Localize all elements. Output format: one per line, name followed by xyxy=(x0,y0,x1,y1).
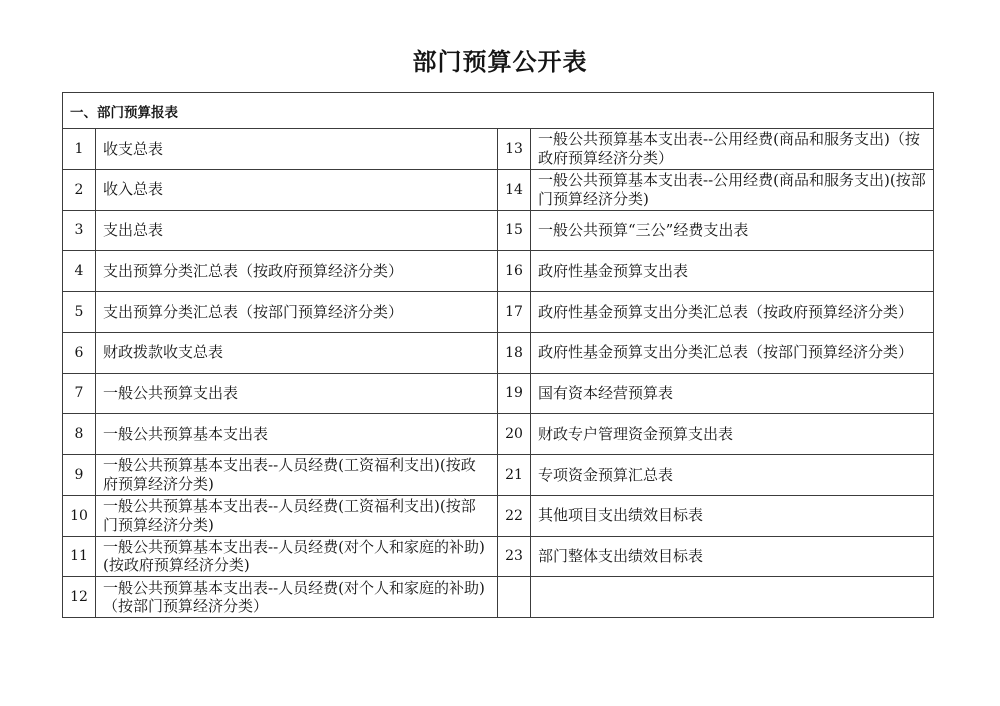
report-name: 一般公共预算基本支出表--人员经费(对个人和家庭的补助)（按部门预算经济分类） xyxy=(96,577,498,618)
row-number: 2 xyxy=(63,169,96,210)
row-number: 21 xyxy=(498,455,531,496)
report-name: 一般公共预算基本支出表--人员经费(工资福利支出)(按政府预算经济分类) xyxy=(96,455,498,496)
table-row xyxy=(63,332,934,373)
section-header-row xyxy=(63,93,934,129)
row-number: 11 xyxy=(63,536,96,577)
report-name: 财政专户管理资金预算支出表 xyxy=(531,414,934,455)
row-number: 9 xyxy=(63,455,96,496)
report-name: 支出预算分类汇总表（按部门预算经济分类） xyxy=(96,292,498,333)
table-row xyxy=(63,292,934,333)
row-number: 5 xyxy=(63,292,96,333)
row-number: 4 xyxy=(63,251,96,292)
table-row xyxy=(63,455,934,496)
report-name xyxy=(531,577,934,618)
report-name: 政府性基金预算支出分类汇总表（按部门预算经济分类） xyxy=(531,332,934,373)
row-number: 17 xyxy=(498,292,531,333)
report-name: 收入总表 xyxy=(96,169,498,210)
row-number: 14 xyxy=(498,169,531,210)
row-number: 1 xyxy=(63,129,96,170)
report-name: 一般公共预算基本支出表--公用经费(商品和服务支出)(按部门预算经济分类) xyxy=(531,169,934,210)
row-number: 22 xyxy=(498,495,531,536)
report-name: 财政拨款收支总表 xyxy=(96,332,498,373)
row-number: 13 xyxy=(498,129,531,170)
row-number: 12 xyxy=(63,577,96,618)
report-name: 一般公共预算“三公”经费支出表 xyxy=(531,210,934,251)
table-row xyxy=(63,414,934,455)
row-number: 16 xyxy=(498,251,531,292)
page-title: 部门预算公开表 xyxy=(412,47,588,76)
report-name: 其他项目支出绩效目标表 xyxy=(531,495,934,536)
row-number: 8 xyxy=(63,414,96,455)
report-name: 支出预算分类汇总表（按政府预算经济分类） xyxy=(96,251,498,292)
report-name: 一般公共预算基本支出表 xyxy=(96,414,498,455)
report-name: 一般公共预算基本支出表--人员经费(工资福利支出)(按部门预算经济分类) xyxy=(96,495,498,536)
table-row xyxy=(63,495,934,536)
report-name: 一般公共预算基本支出表--公用经费(商品和服务支出)（按政府预算经济分类） xyxy=(531,129,934,170)
table-row xyxy=(63,251,934,292)
table-row xyxy=(63,373,934,414)
table-row xyxy=(63,169,934,210)
row-number: 7 xyxy=(63,373,96,414)
report-name: 一般公共预算支出表 xyxy=(96,373,498,414)
row-number: 23 xyxy=(498,536,531,577)
row-number: 19 xyxy=(498,373,531,414)
row-number: 10 xyxy=(63,495,96,536)
report-name: 政府性基金预算支出分类汇总表（按政府预算经济分类） xyxy=(531,292,934,333)
report-name: 政府性基金预算支出表 xyxy=(531,251,934,292)
table-row xyxy=(63,210,934,251)
report-name: 专项资金预算汇总表 xyxy=(531,455,934,496)
section-header: 一、部门预算报表 xyxy=(63,93,934,129)
report-name: 国有资本经营预算表 xyxy=(531,373,934,414)
row-number: 3 xyxy=(63,210,96,251)
report-name: 支出总表 xyxy=(96,210,498,251)
report-name: 一般公共预算基本支出表--人员经费(对个人和家庭的补助)(按政府预算经济分类) xyxy=(96,536,498,577)
report-name: 收支总表 xyxy=(96,129,498,170)
row-number: 15 xyxy=(498,210,531,251)
table-row xyxy=(63,577,934,618)
table-row xyxy=(63,536,934,577)
budget-report-table xyxy=(62,92,934,618)
table-row xyxy=(63,129,934,170)
row-number xyxy=(498,577,531,618)
row-number: 18 xyxy=(498,332,531,373)
row-number: 6 xyxy=(63,332,96,373)
report-name: 部门整体支出绩效目标表 xyxy=(531,536,934,577)
row-number: 20 xyxy=(498,414,531,455)
